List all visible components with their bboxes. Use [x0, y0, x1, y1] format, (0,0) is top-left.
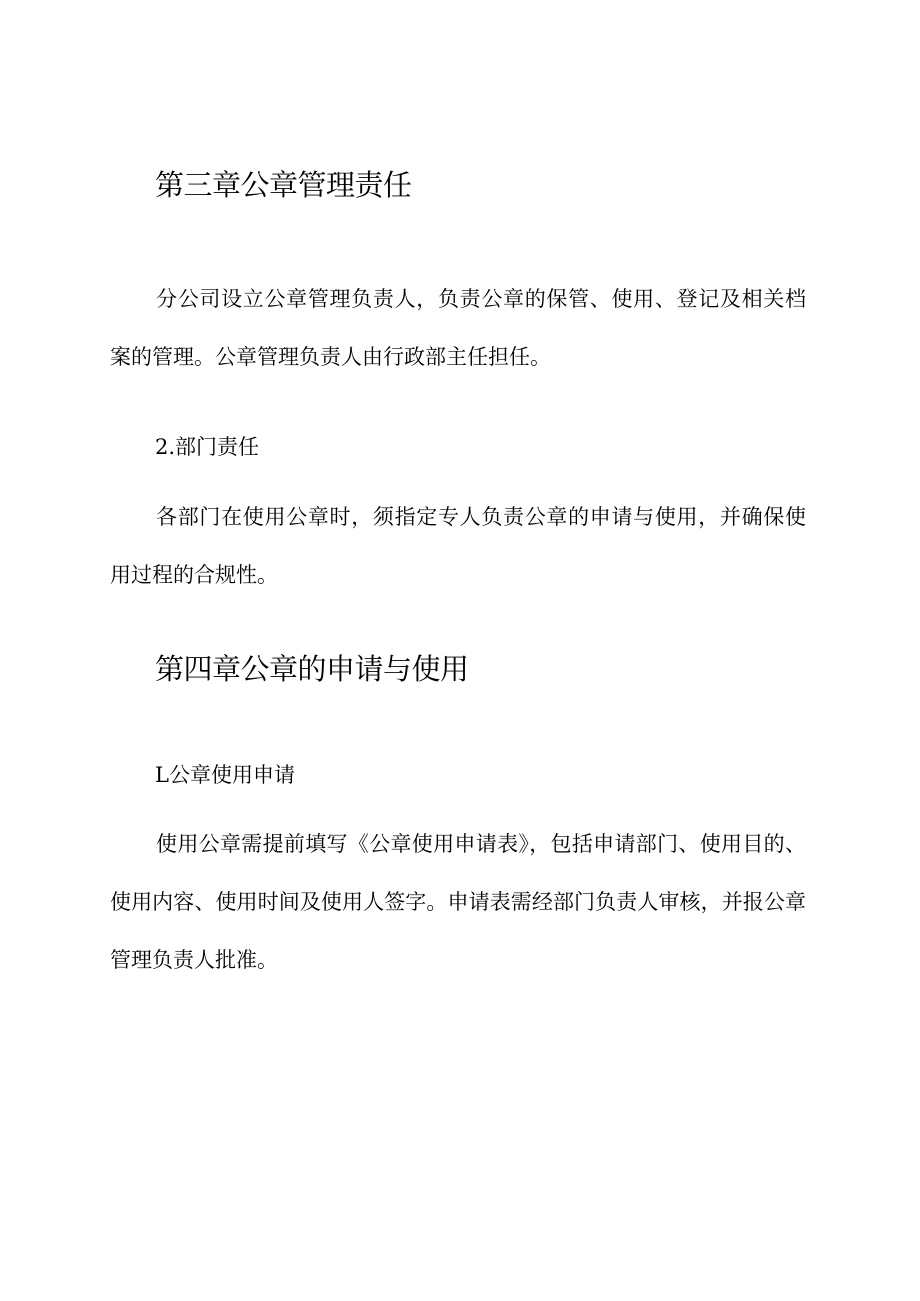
section-department-responsibility-heading: 2.部门责任	[155, 435, 260, 459]
chapter-3-paragraph: 分公司设立公章管理负责人，负责公章的保管、使用、登记及相关档案的管理。公章管理负责人由行政部主任担任。	[110, 287, 806, 369]
section-department-responsibility-text: 各部门在使用公章时，须指定专人负责公章的申请与使用，并确保使用过程的合规性。	[110, 505, 806, 587]
section-seal-application-text: 使用公章需提前填写《公章使用申请表》，包括申请部门、使用目的、使用内容、使用时间及使用人签字。申请表需经部门负责人审核，并报公章管理负责人批准。	[110, 832, 806, 972]
chapter-4-heading: 第四章公章的申请与使用	[155, 652, 469, 686]
chapter-3-heading: 第三章公章管理责任	[155, 168, 412, 202]
section-seal-application-heading: L公章使用申请	[155, 763, 295, 787]
